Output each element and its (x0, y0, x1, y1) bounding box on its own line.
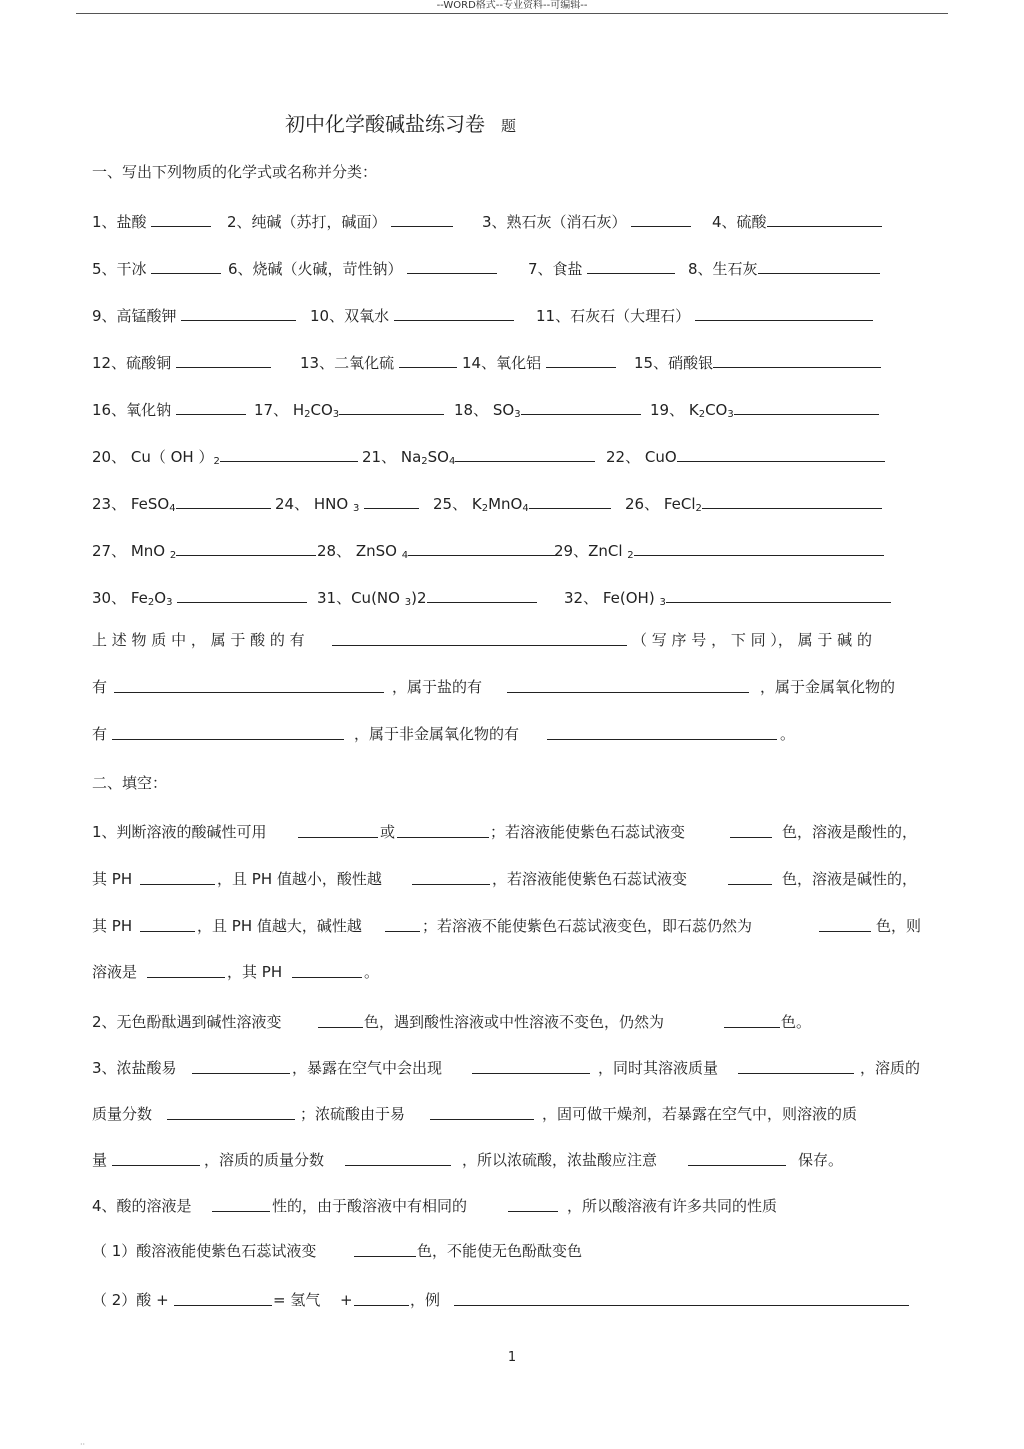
page-number: 1 (507, 1350, 517, 1365)
answer-blank[interactable] (147, 962, 225, 978)
item-30: 30、 $Fe_2O_3$ (92, 587, 307, 608)
item-24: 24、 HNO $_3$ (275, 493, 419, 514)
answer-blank[interactable] (399, 352, 457, 368)
answer-blank[interactable] (112, 1150, 200, 1166)
acid-answer-blank[interactable] (332, 630, 627, 646)
section-1-heading: 一、写出下列物质的化学式或名称并分类： (92, 163, 378, 181)
answer-blank[interactable] (631, 211, 691, 227)
answer-blank[interactable] (176, 352, 271, 368)
answer-blank[interactable] (758, 258, 880, 274)
answer-blank[interactable] (412, 869, 490, 885)
title-suffix: 题 (501, 117, 517, 135)
item-17: 17、 $H_2CO_3$ (254, 399, 444, 420)
answer-blank[interactable] (192, 1058, 290, 1074)
item-1: 1、盐酸 (92, 211, 211, 232)
item-12: 12、硫酸铜 (92, 352, 271, 373)
item-3: 3、熟石灰（消石灰） (482, 211, 691, 232)
base-answer-blank[interactable] (114, 677, 384, 693)
item-6: 6、烧碱（火碱，苛性钠） (228, 258, 497, 279)
answer-blank[interactable] (738, 1058, 854, 1074)
item-11: 11、石灰石（大理石） (536, 305, 873, 326)
answer-blank[interactable] (140, 869, 215, 885)
section-2-heading: 二、填空： (92, 774, 168, 792)
item-19: 19、 $K_2CO_3$ (650, 399, 879, 420)
nonmetal-oxide-answer-blank[interactable] (547, 724, 777, 740)
footer-mark: ·· (80, 1440, 86, 1449)
item-14: 14、氧化铝 (462, 352, 616, 373)
document-title (285, 108, 516, 137)
answer-blank[interactable] (345, 1150, 451, 1166)
metal-oxide-answer-blank[interactable] (112, 724, 344, 740)
answer-blank[interactable] (408, 540, 556, 556)
answer-blank[interactable] (176, 399, 246, 415)
answer-blank[interactable] (677, 446, 885, 462)
answer-blank[interactable] (339, 399, 444, 415)
answer-blank[interactable] (391, 211, 453, 227)
item-21: 21、 $Na_2SO_4$ (362, 446, 595, 467)
item-5: 5、干冰 (92, 258, 221, 279)
answer-blank[interactable] (634, 540, 884, 556)
item-22: 22、 CuO (606, 446, 885, 467)
item-13: 13、二氧化硫 (300, 352, 457, 373)
answer-blank[interactable] (140, 916, 195, 932)
answer-blank[interactable] (176, 540, 316, 556)
item-20: 20、 Cu（ OH ）$_2$ (92, 446, 358, 467)
answer-blank[interactable] (394, 305, 514, 321)
header-rule (76, 13, 948, 14)
answer-blank[interactable] (819, 916, 871, 932)
item-31: 31、Cu(NO $_3$)2 (317, 587, 537, 608)
answer-blank[interactable] (430, 1104, 534, 1120)
answer-blank[interactable] (181, 305, 296, 321)
page-header: --WORD格式--专业资料--可编辑-- (436, 0, 588, 11)
item-32: 32、 Fe(OH) $_3$ (564, 587, 891, 608)
answer-blank[interactable] (730, 822, 772, 838)
title-text: 初中化学酸碱盐练习卷 (285, 112, 485, 136)
answer-blank[interactable] (587, 258, 675, 274)
item-2: 2、纯碱（苏打，碱面） (227, 211, 453, 232)
salt-answer-blank[interactable] (507, 677, 749, 693)
answer-blank[interactable] (298, 822, 378, 838)
answer-blank[interactable] (292, 962, 362, 978)
answer-blank[interactable] (728, 869, 772, 885)
answer-blank[interactable] (472, 1058, 590, 1074)
answer-blank[interactable] (713, 352, 881, 368)
example-answer-blank[interactable] (454, 1290, 909, 1306)
answer-blank[interactable] (354, 1290, 409, 1306)
item-9: 9、高锰酸钾 (92, 305, 296, 326)
answer-blank[interactable] (151, 211, 211, 227)
answer-blank[interactable] (174, 1290, 272, 1306)
answer-blank[interactable] (427, 587, 537, 603)
answer-blank[interactable] (407, 258, 497, 274)
answer-blank[interactable] (695, 305, 873, 321)
answer-blank[interactable] (688, 1150, 786, 1166)
item-4: 4、硫酸 (712, 211, 882, 232)
answer-blank[interactable] (176, 493, 271, 509)
item-16: 16、氧化钠 (92, 399, 246, 420)
answer-blank[interactable] (397, 822, 489, 838)
item-28: 28、 ZnSO $_4$ (317, 540, 556, 561)
answer-blank[interactable] (724, 1012, 780, 1028)
answer-blank[interactable] (354, 1241, 416, 1257)
answer-blank[interactable] (167, 1104, 295, 1120)
answer-blank[interactable] (521, 399, 641, 415)
answer-blank[interactable] (702, 493, 882, 509)
item-8: 8、生石灰 (688, 258, 880, 279)
answer-blank[interactable] (177, 587, 307, 603)
item-29: 29、ZnCl $_2$ (554, 540, 884, 561)
item-7: 7、食盐 (528, 258, 675, 279)
answer-blank[interactable] (734, 399, 879, 415)
item-25: 25、 $K_2MnO_4$ (433, 493, 611, 514)
item-26: 26、 FeCl$_2$ (625, 493, 882, 514)
item-23: 23、 FeSO$_4$ (92, 493, 271, 514)
item-27: 27、 MnO $_2$ (92, 540, 316, 561)
answer-blank[interactable] (767, 211, 882, 227)
answer-blank[interactable] (151, 258, 221, 274)
answer-blank[interactable] (318, 1012, 363, 1028)
item-18: 18、 $SO_3$ (454, 399, 641, 420)
answer-blank[interactable] (455, 446, 595, 462)
answer-blank[interactable] (666, 587, 891, 603)
answer-blank[interactable] (529, 493, 611, 509)
answer-blank[interactable] (546, 352, 616, 368)
answer-blank[interactable] (385, 916, 420, 932)
answer-blank[interactable] (508, 1196, 558, 1212)
answer-blank[interactable] (220, 446, 358, 462)
item-10: 10、双氧水 (310, 305, 514, 326)
item-15: 15、硝酸银 (634, 352, 881, 373)
answer-blank[interactable] (212, 1196, 270, 1212)
answer-blank[interactable] (364, 493, 419, 509)
